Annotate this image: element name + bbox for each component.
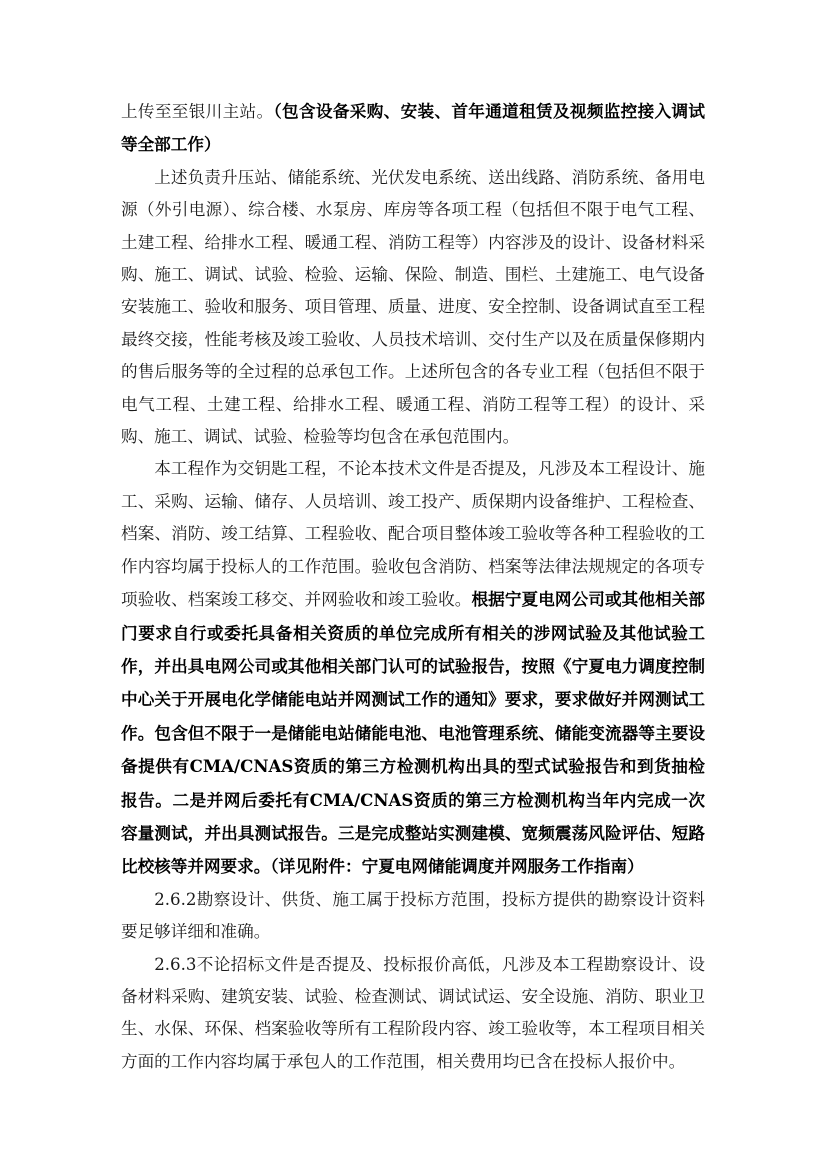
text-run: 2.6.3不论招标文件是否提及、投标报价高低，凡涉及本工程勘察设计、设备材料采购、建筑安装、试验、检查测试、调试试运、安全设施、消防、职业卫生、水保、环保、档案验收等所有工程阶段内容、竣工验收等，本工程项目相关方面的工作内容均属于承包人的工作范围，相关费用均已含在投标人报价中。	[121, 954, 705, 1071]
bold-text-run: （包含设备采购、安装、首年通道租赁及视频监控接入调试等全部工作）	[121, 101, 706, 155]
document-page	[121, 95, 705, 1078]
text-run: 2.6.2勘察设计、供货、施工属于投标方范围，投标方提供的勘察设计资料要足够详细和准确。	[121, 889, 705, 942]
paragraph-clause-2-6-2	[121, 884, 705, 949]
paragraph-scope-upload	[121, 95, 705, 162]
paragraph-contract-scope	[121, 162, 705, 454]
bold-text-run: 根据宁夏电网公司或其他相关部门要求自行或委托具备相关资质的单位完成所有相关的涉网试验及其他试验工作，并出具电网公司或其他相关部门认可的试验报告，按照《宁夏电力调度控制中心关于开展电化学储能电站并网测试工作的通知》要求，要求做好并网测试工作。包含但不限于一是储能电站储能电池、电池管理系统、储能变流器等主要设备提供有CMA/CNAS资质的第三方检测机构出具的型式试验报告和到货抽检报告。二是并网后委托有CMA/CNAS资质的第三方检测机构当年内完成一次容量测试，并出具测试报告。三是完成整站实测建模、宽频震荡风险评估、短路比校核等并网要求。（详见附件：宁夏电网储能调度并网服务工作指南）	[121, 589, 706, 877]
paragraph-turnkey-acceptance	[121, 453, 705, 883]
text-run: 本工程作为交钥匙工程，不论本技术文件是否提及，凡涉及本工程设计、施工、采购、运输、储存、人员培训、竣工投产、质保期内设备维护、工程检查、档案、消防、竣工结算、工程验收、配合项目整体竣工验收等各种工程验收的工作内容均属于投标人的工作范围。验收包含消防、档案等法律法规规定的各项专项验收、档案竣工移交、并网验收和竣工验收。	[121, 459, 705, 610]
paragraph-clause-2-6-3	[121, 949, 705, 1079]
text-run: 上述负责升压站、储能系统、光伏发电系统、送出线路、消防系统、备用电源（外引电源）、综合楼、水泵房、库房等各项工程（包括但不限于电气工程、土建工程、给排水工程、暖通工程、消防工程等）内容涉及的设计、设备材料采购、施工、调试、试验、检验、运输、保险、制造、围栏、土建施工、电气设备安装施工、验收和服务、项目管理、质量、进度、安全控制、设备调试直至工程最终交接，性能考核及竣工验收、人员技术培训、交付生产以及在质量保修期内的售后服务等的全过程的总承包工作。上述所包含的各专业工程（包括但不限于电气工程、土建工程、给排水工程、暖通工程、消防工程等工程）的设计、采购、施工、调试、试验、检验等均包含在承包范围内。	[121, 167, 705, 447]
text-run: 上传至至银川主站。	[121, 102, 274, 121]
